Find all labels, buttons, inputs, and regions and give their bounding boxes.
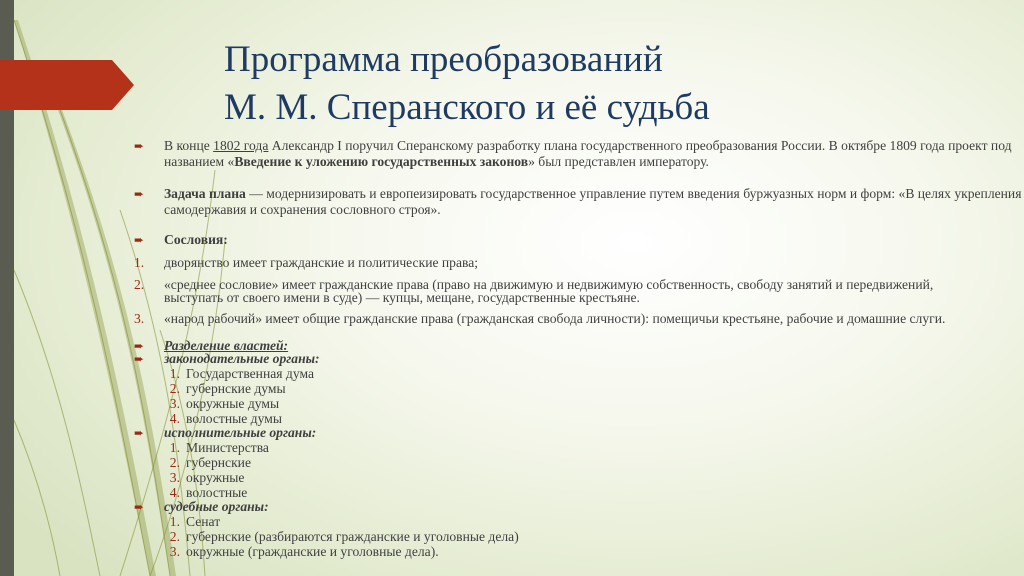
item-number: 1. (169, 514, 180, 529)
judicial-heading-text: судебные органы: (164, 499, 269, 514)
p1-doc-title: Введение к уложению государственных законов (234, 154, 529, 169)
p1-year: 1802 года (213, 138, 269, 153)
item-number: 2. (169, 381, 180, 396)
item-number: 1. (169, 440, 180, 455)
item-text: губернские думы (186, 381, 286, 396)
estate-number: 1. (134, 255, 145, 270)
item-number: 3. (169, 544, 180, 559)
item-number: 2. (169, 455, 180, 470)
item-text: волостные думы (186, 411, 282, 426)
item-text: Министерства (186, 440, 269, 455)
item-number: 4. (169, 485, 180, 500)
p1-text-b: Александр I поручил Сперанскому разработку плана государственного преобразования России. В октябре 1809 года проект под названием « (164, 138, 1012, 169)
estate-text: «среднее сословие» имеет гражданские права (право на движимую и недвижимую собственность, свободу занятий и передвижений, выступать от своего имени в суде) — купцы, мещане, государственные крестьяне. (164, 277, 934, 305)
arrow-right-bullet-icon: ➨ (134, 339, 145, 353)
title-arrow-icon (0, 60, 134, 110)
arrow-right-bullet-icon: ➨ (134, 187, 145, 201)
arrow-right-bullet-icon: ➨ (134, 139, 145, 153)
item-text: окружные думы (186, 396, 280, 411)
item-number: 2. (169, 529, 180, 544)
item-number: 3. (169, 396, 180, 411)
estate-text: «народ рабочий» имеет общие гражданские права (гражданская свобода личности): помещичьи крестьяне, рабочие и домашние слуги. (164, 311, 946, 326)
item-number: 4. (169, 411, 180, 426)
item-text: окружные (гражданские и уголовные дела). (186, 544, 439, 559)
paragraph-project (134, 138, 1024, 170)
executive-heading (134, 426, 1024, 440)
item-text: окружные (186, 470, 245, 485)
item-number: 3. (169, 470, 180, 485)
estates-heading-text: Сословия: (164, 232, 228, 247)
arrow-right-bullet-icon: ➨ (134, 426, 145, 440)
item-number: 1. (169, 366, 180, 381)
arrow-right-bullet-icon: ➨ (134, 352, 145, 366)
arrow-right-bullet-icon: ➨ (134, 500, 145, 514)
paragraph-plan-goal (134, 186, 1024, 218)
estate-number: 2. (134, 277, 145, 292)
item-text: волостные (186, 485, 248, 500)
p1-text-a: В конце (164, 138, 214, 153)
p2-label: Задача плана (164, 186, 246, 201)
powers-heading-text: Разделение властей: (164, 338, 289, 353)
legislative-heading (134, 352, 1024, 366)
item-text: Государственная дума (186, 366, 314, 381)
page-title-line-1: Программа преобразований (224, 39, 663, 80)
p1-text-c: » был представлен императору. (528, 154, 709, 169)
estates-heading (134, 232, 1024, 248)
judicial-heading (134, 500, 1024, 514)
item-text: Сенат (186, 514, 221, 529)
estate-text: дворянство имеет гражданские и политические права; (164, 255, 479, 270)
item-text: губернские (186, 455, 251, 470)
executive-heading-text: исполнительные органы: (164, 425, 317, 440)
page-title (224, 36, 984, 132)
estate-number: 3. (134, 311, 145, 326)
item-text: губернские (разбираются гражданские и уголовные дела) (186, 529, 519, 544)
legislative-heading-text: законодательные органы: (164, 351, 320, 366)
page-title-line-2: М. М. Сперанского и её судьба (224, 87, 710, 128)
arrow-right-bullet-icon: ➨ (134, 233, 145, 247)
p2-text: — модернизировать и европеизировать государственное управление путем введения буржуазных норм и форм: «В целях укрепления самодержавия и сохранения сословного строя». (164, 186, 1022, 217)
